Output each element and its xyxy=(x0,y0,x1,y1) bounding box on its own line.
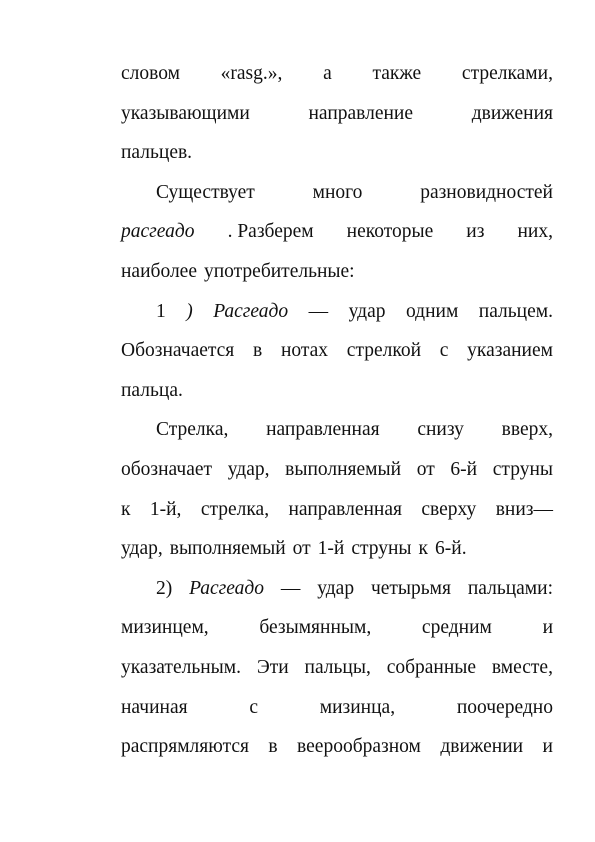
word: движения xyxy=(471,102,553,124)
word: четырьмя xyxy=(370,577,451,599)
word: к xyxy=(418,538,429,560)
italic-word: Расгеадо xyxy=(189,577,265,599)
word: от xyxy=(292,538,311,560)
word: 6-й. xyxy=(435,538,467,560)
word: 1 xyxy=(156,300,166,322)
word: удар, xyxy=(121,538,163,560)
italic-word: Расгеадо xyxy=(213,300,289,322)
word: направленная xyxy=(288,498,402,520)
word: Существует xyxy=(156,181,255,203)
word: распрямляются xyxy=(121,736,249,758)
text-line xyxy=(121,450,553,490)
text-line xyxy=(121,569,553,609)
word: разновидностей xyxy=(420,181,553,203)
word: и xyxy=(542,736,553,758)
word: снизу xyxy=(417,419,464,441)
word: также xyxy=(372,63,422,84)
word: одним xyxy=(405,300,459,322)
word: направленная xyxy=(266,419,380,441)
word: движении xyxy=(440,736,524,758)
word: . Разберем xyxy=(227,221,314,243)
word: от xyxy=(416,458,435,480)
word: вниз— xyxy=(495,498,553,520)
word: в xyxy=(253,340,263,362)
text-line xyxy=(121,173,553,213)
word: Обозначается xyxy=(121,340,235,362)
text-line xyxy=(121,529,553,569)
word: нотах xyxy=(280,340,329,362)
text-line xyxy=(121,648,553,688)
word: удар xyxy=(317,577,355,599)
document-page xyxy=(121,54,553,767)
word: из xyxy=(466,221,485,243)
word: некоторые xyxy=(346,221,434,243)
word: «rasg.», xyxy=(220,63,283,84)
word: мизинца, xyxy=(319,696,396,718)
word: безымянным, xyxy=(259,617,372,639)
word: пальцы, xyxy=(304,656,371,678)
text-line xyxy=(121,212,553,252)
word: сверху xyxy=(421,498,477,520)
word: стрелкой xyxy=(346,340,422,362)
text-line xyxy=(121,688,553,728)
word: наиболее xyxy=(121,260,197,282)
word: выполняемый xyxy=(285,458,402,480)
text-line xyxy=(121,371,553,411)
word: обозначает xyxy=(121,458,213,480)
text-line xyxy=(121,252,553,292)
word: вместе, xyxy=(491,656,553,678)
word: к xyxy=(121,498,131,520)
text-line xyxy=(121,727,553,767)
word: них, xyxy=(517,221,553,243)
word: Стрелка, xyxy=(156,419,229,441)
word: пальцем. xyxy=(478,300,553,322)
word: собранные xyxy=(386,656,477,678)
word: а xyxy=(323,63,332,84)
word: 1-й xyxy=(317,538,345,560)
word: средним xyxy=(421,617,492,639)
text-body xyxy=(121,54,553,767)
word: струны xyxy=(351,538,412,560)
word: указанием xyxy=(467,340,553,362)
word: пальца. xyxy=(121,379,183,401)
word: удар, xyxy=(227,458,270,480)
text-line xyxy=(121,331,553,371)
text-line xyxy=(121,292,553,332)
word: пальцами: xyxy=(467,577,553,599)
word: 1-й, xyxy=(149,498,182,520)
word: мизинцем, xyxy=(121,617,209,639)
text-line xyxy=(121,608,553,648)
word: указывающими xyxy=(121,102,250,124)
word: в xyxy=(268,736,278,758)
word: — xyxy=(308,300,329,322)
word: удар xyxy=(348,300,386,322)
word: поочередно xyxy=(456,696,553,718)
text-line xyxy=(121,133,553,173)
text-line xyxy=(121,490,553,530)
word: — xyxy=(280,577,301,599)
word: вверх, xyxy=(501,419,553,441)
word: словом xyxy=(121,63,180,84)
word: указательным. xyxy=(121,656,241,678)
word: 2) xyxy=(156,577,173,599)
word: пальцев. xyxy=(121,142,193,164)
word: 6-й xyxy=(450,458,478,480)
word: с xyxy=(439,340,449,362)
italic-word: ) xyxy=(186,300,193,322)
word: с xyxy=(249,696,259,718)
word: много xyxy=(312,181,363,203)
word: струны xyxy=(492,458,553,480)
word: выполняемый xyxy=(169,538,286,560)
word: Эти xyxy=(256,656,289,678)
word: начиная xyxy=(121,696,188,718)
word: употребительные: xyxy=(203,260,355,282)
text-line xyxy=(121,94,553,134)
word: стрелками, xyxy=(461,63,553,84)
word: и xyxy=(542,617,553,639)
word: стрелка, xyxy=(200,498,270,520)
word: направление xyxy=(308,102,414,124)
text-line xyxy=(121,410,553,450)
italic-word: расгеадо xyxy=(121,221,195,243)
word: веерообразном xyxy=(297,736,421,758)
text-line xyxy=(121,54,553,94)
